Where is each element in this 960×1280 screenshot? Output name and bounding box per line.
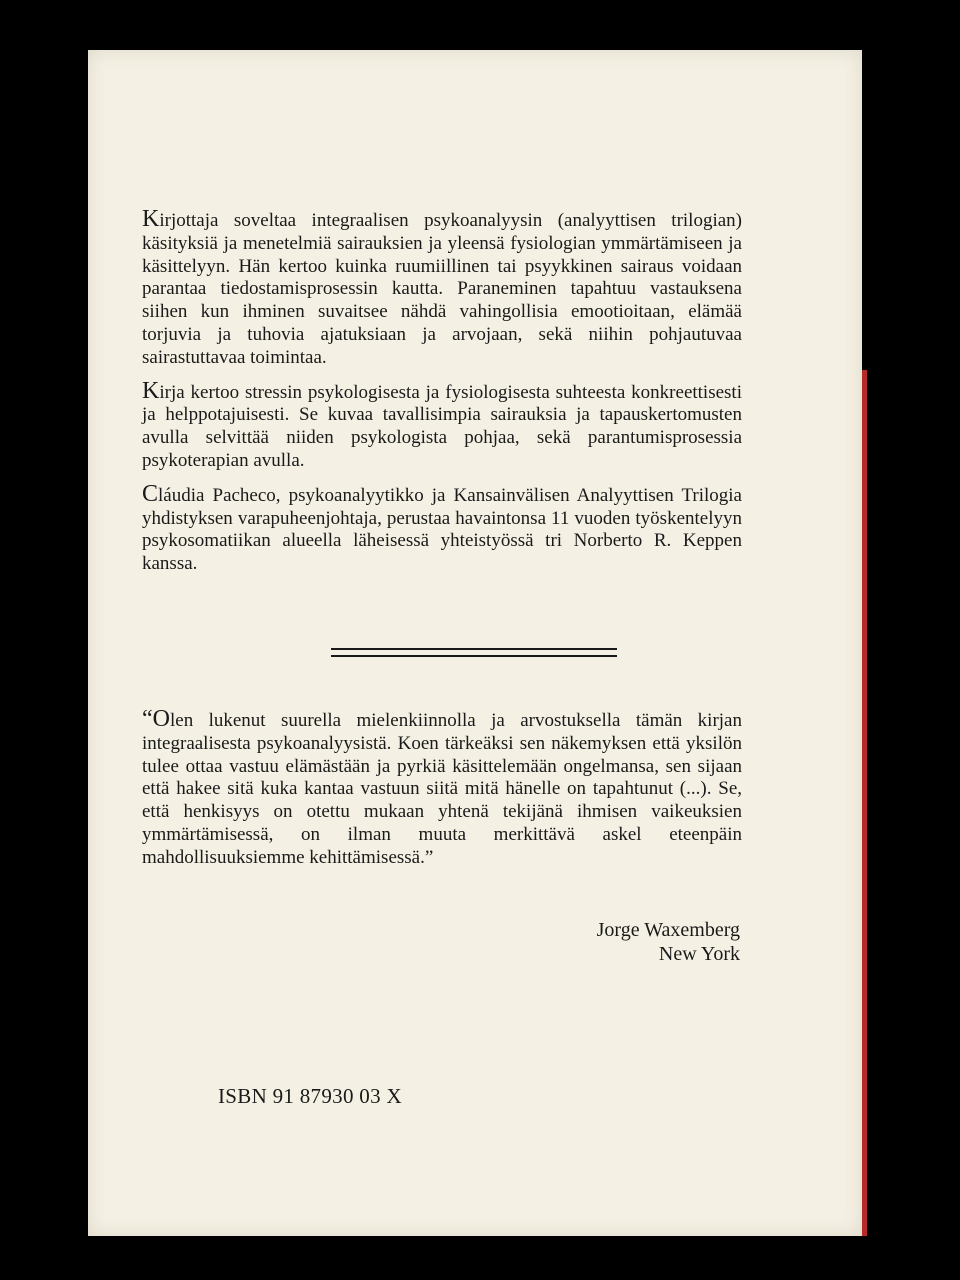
red-spine-edge (862, 370, 867, 1236)
isbn-number: ISBN 91 87930 03 X (218, 1084, 402, 1108)
blurb-paragraph-author: Cláudia Pacheco, psykoanalyytikko ja Kansainvälisen Analyyttisen Trilogia yhdistyksen varapuheenjohtaja, perustaa havaintonsa 11 vuoden työskentelyyn psykosomatiikan alueella läheisessä yhteistyössä tri Norberto R. Keppen kanssa. (142, 480, 742, 575)
quote-text: “Olen lukenut suurella mielenkiinnolla ja arvostuksella tämän kirjan integraalisesta psykoanalyysistä. Koen tärkeäksi sen näkemyksen että yksilön tulee ottaa vastuu elämästään ja pyrkiä käsittelemään ongelmansa, sen sijaan että hakee sitä kuka kantaa vastuun siitä mitä hänelle on tapahtunut (...). Se, että henkisyys on otettu mukaan yhtenä tekijänä ihmisen vaikeuksien ymmärtämisessä, on ilman muuta merkittävä askel eteenpäin mahdollisuuksiemme kehittämisessä.” (142, 706, 742, 868)
endorsement-quote (142, 708, 742, 880)
blurb-paragraph-2: Kirja kertoo stressin psykologisesta ja fysiologisesta suhteesta konkreettisesti ja helppotajuisesti. Se kuvaa tavallisimpia sairauksia ja tapauskertomusten avulla selvittää niiden psykologista pohjaa, sekä parantumisprosessia psykoterapian avulla. (142, 377, 742, 471)
double-rule-bottom (331, 655, 617, 657)
quote-attribution-name: Jorge Waxemberg (596, 919, 740, 941)
blurb-text (142, 208, 742, 586)
blurb-paragraph-1: Kirjottaja soveltaa integraalisen psykoanalyysin (analyyttisen trilogian) käsityksiä ja menetelmiä sairauksien ja yleensä fysiologian ymmärtämiseen ja käsittelyyn. Hän kertoo kuinka ruumiillinen tai psyykkinen sairaus voidaan parantaa tiedostamisprosessin kautta. Paraneminen tapahtuu vastauksena siihen kun ihminen suvaitsee nähdä vahingollisia emootioitaan, elämää torjuvia ja tuhovia ajatuksiaan ja arvojaan, sekä niihin pohjautuvaa sairastuttavaa toimintaa. (142, 206, 742, 368)
quote-attribution-place: New York (658, 943, 740, 965)
double-rule-top (331, 648, 617, 650)
